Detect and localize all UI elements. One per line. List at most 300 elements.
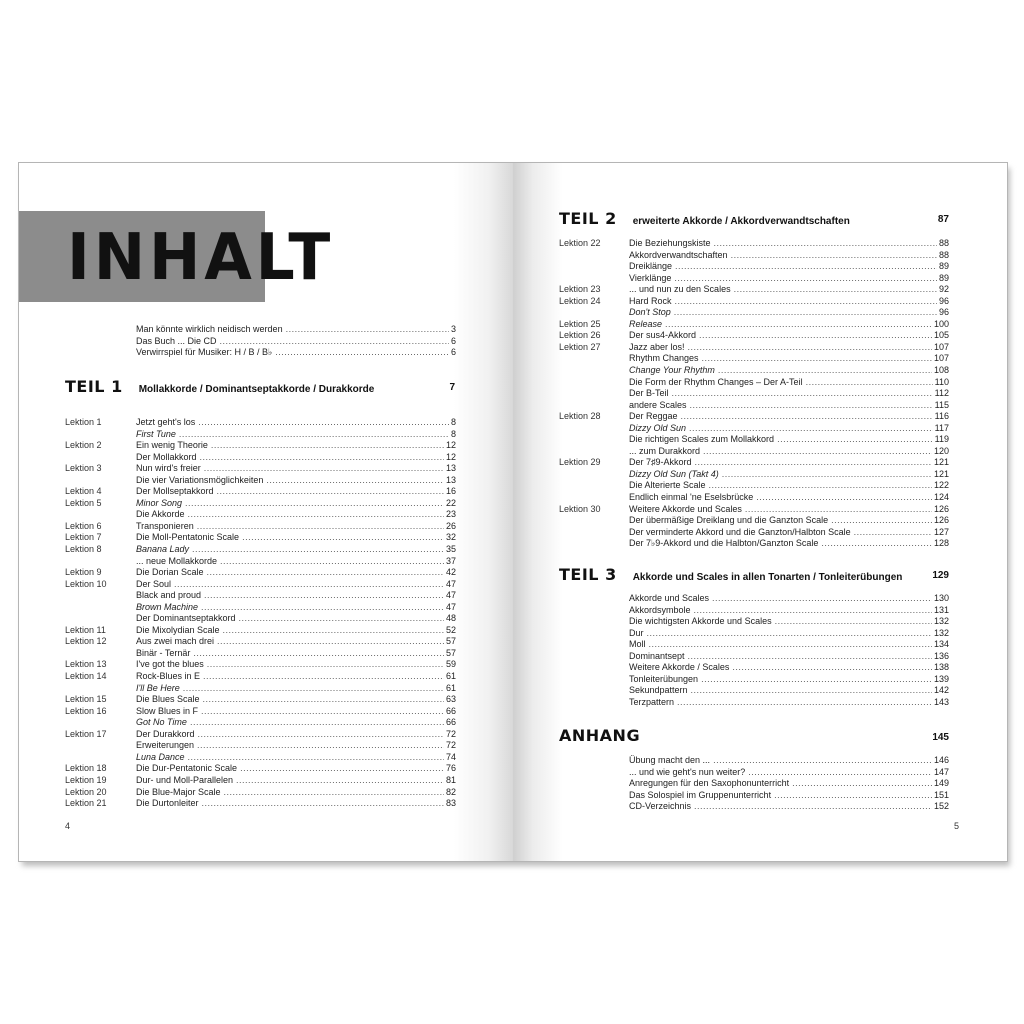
entry-title: Der B-Teil [629, 388, 669, 399]
entry-title: andere Scales [629, 399, 687, 410]
toc-entry [629, 767, 949, 779]
lektion-label: Lektion 15 [65, 694, 107, 705]
toc-entry [65, 752, 456, 764]
entry-page-number: 22 [445, 497, 456, 508]
entry-page-number: 132 [933, 627, 949, 638]
entry-page-number: 134 [933, 639, 949, 650]
toc-entry [559, 446, 949, 458]
entry-page-number: 131 [933, 604, 949, 615]
dot-leader [732, 662, 932, 674]
toc-entry [65, 452, 456, 464]
entry-title: Die Beziehungskiste [629, 238, 711, 248]
dot-leader [672, 388, 933, 400]
entry-page-number: 32 [445, 532, 456, 543]
entry-title: Sekundpattern [629, 685, 688, 696]
entry-title: ... neue Mollakkorde [136, 555, 218, 566]
dot-leader [198, 729, 444, 741]
toc-entry [559, 261, 949, 273]
entry-line [629, 674, 949, 686]
entry-page-number: 23 [445, 509, 456, 520]
toc-entry [629, 662, 949, 674]
entry-title: Verwirrspiel für Musiker: H / B / B♭ [136, 347, 273, 358]
teil2-list [559, 238, 949, 550]
dot-leader [854, 527, 932, 539]
entry-line [136, 463, 456, 475]
lektion-label: Lektion 20 [65, 786, 107, 797]
toc-entry [629, 593, 949, 605]
entry-page-number: 72 [445, 728, 456, 739]
dot-leader [192, 544, 444, 556]
entry-title: Die Dur-Pentatonic Scale [136, 763, 238, 774]
dot-leader [217, 486, 444, 498]
dot-leader [674, 307, 937, 319]
entry-page-number: 127 [933, 526, 949, 537]
toc-entry [65, 671, 456, 683]
lektion-label: Lektion 22 [559, 238, 601, 248]
dot-leader [806, 377, 933, 389]
entry-title: Jazz aber los! [629, 341, 685, 352]
entry-page-number: 42 [445, 567, 456, 578]
toc-entry [629, 651, 949, 663]
toc-entry [65, 521, 456, 533]
entry-page-number: 116 [934, 411, 949, 422]
entry-page-number: 12 [445, 440, 456, 451]
entry-title: Got No Time [136, 717, 187, 728]
entry-line [629, 639, 949, 651]
dot-leader [224, 787, 444, 799]
lektion-label: Lektion 23 [559, 284, 601, 295]
toc-entry [629, 685, 949, 697]
lektion-label: Lektion 24 [559, 295, 601, 306]
entry-title: Akkordsymbole [629, 604, 691, 615]
entry-title: I've got the blues [136, 659, 204, 670]
entry-title: Die Alterierte Scale [629, 480, 706, 491]
dot-leader [223, 625, 444, 637]
entry-line [136, 798, 456, 810]
entry-page-number: 47 [445, 601, 456, 612]
lektion-label: Lektion 19 [65, 774, 107, 785]
teil1-heading [65, 377, 374, 396]
entry-line [629, 330, 949, 342]
entry-title: ... und wie geht's nun weiter? [629, 766, 746, 777]
entry-page-number: 37 [445, 555, 456, 566]
entry-page-number: 126 [933, 503, 949, 514]
dot-leader [211, 440, 444, 452]
entry-title: I'll Be Here [136, 682, 180, 693]
entry-page-number: 107 [933, 353, 949, 364]
dot-leader [174, 579, 444, 591]
toc-entry [559, 307, 949, 319]
toc-entry [65, 579, 456, 591]
lektion-label: Lektion 29 [559, 457, 601, 468]
entry-line [629, 400, 949, 412]
open-book [18, 162, 1008, 862]
entry-title: Der Mollakkord [136, 451, 197, 462]
entry-line [629, 593, 949, 605]
toc-entry [65, 683, 456, 695]
entry-line [136, 429, 456, 441]
entry-page-number: 35 [445, 544, 456, 555]
entry-page-number: 89 [938, 261, 949, 272]
dot-leader [713, 755, 932, 767]
dot-leader [745, 504, 932, 516]
dot-leader [699, 330, 932, 342]
dot-leader [681, 411, 933, 423]
entry-title: Die Blues Scale [136, 694, 200, 705]
dot-leader [220, 336, 449, 348]
entry-title: Rhythm Changes [629, 353, 699, 364]
entry-title: Akkordverwandtschaften [629, 249, 728, 260]
dot-leader [731, 250, 937, 262]
entry-line [629, 261, 949, 273]
entry-line [136, 556, 456, 568]
entry-title: Die Form der Rhythm Changes – Der A-Teil [629, 376, 803, 387]
toc-entry [65, 648, 456, 660]
dot-leader [722, 469, 932, 481]
entry-page-number: 117 [934, 422, 949, 433]
entry-title: Ein wenig Theorie [136, 440, 208, 451]
teil1-page: 7 [449, 382, 455, 393]
dot-leader [675, 296, 937, 308]
entry-line [629, 504, 949, 516]
entry-title: Black and proud [136, 590, 202, 601]
entry-title: Der Durakkord [136, 728, 195, 739]
entry-line [136, 521, 456, 533]
lektion-label: Lektion 25 [559, 318, 601, 329]
entry-page-number: 59 [445, 659, 456, 670]
dot-leader [694, 801, 932, 813]
entry-title: Change Your Rhythm [629, 365, 715, 376]
entry-line [136, 567, 456, 579]
entry-title: Erweiterungen [136, 740, 195, 751]
entry-title: Die wichtigsten Akkorde und Scales [629, 616, 772, 627]
entry-page-number: 83 [445, 798, 456, 809]
entry-page-number: 124 [933, 492, 949, 503]
entry-line [629, 492, 949, 504]
entry-title: Hard Rock [629, 295, 672, 306]
toc-entry [629, 755, 949, 767]
entry-page-number: 74 [445, 751, 456, 762]
entry-title: Der Soul [136, 578, 172, 589]
entry-page-number: 152 [933, 801, 949, 812]
entry-title: Tonleiterübungen [629, 673, 699, 684]
entry-page-number: 88 [938, 249, 949, 260]
entry-page-number: 63 [445, 694, 456, 705]
dot-leader [236, 775, 444, 787]
entry-line [629, 480, 949, 492]
entry-line [629, 685, 949, 697]
anhang-heading [559, 726, 640, 745]
entry-page-number: 61 [445, 671, 456, 682]
lektion-label: Lektion 8 [65, 544, 102, 555]
dot-leader [688, 342, 932, 354]
teil2-label: TEIL 2 [559, 209, 617, 228]
toc-entry [629, 605, 949, 617]
toc-entry [629, 778, 949, 790]
entry-line [136, 347, 456, 359]
entry-line [629, 616, 949, 628]
entry-title: Rock-Blues in E [136, 671, 201, 682]
toc-entry [136, 347, 456, 359]
teil1-title: Mollakkorde / Dominantseptakkorde / Durakkorde [138, 384, 375, 395]
toc-entry [65, 429, 456, 441]
entry-page-number: 112 [934, 388, 949, 399]
entry-page-number: 6 [450, 335, 456, 346]
toc-entry [559, 296, 949, 308]
entry-title: Dreiklänge [629, 261, 673, 272]
entry-line [629, 697, 949, 709]
entry-page-number: 3 [450, 324, 456, 334]
toc-entry [136, 324, 456, 336]
entry-title: Die Dorian Scale [136, 567, 204, 578]
toc-entry [559, 423, 949, 435]
entry-title: Minor Song [136, 497, 183, 508]
entry-line [136, 659, 456, 671]
dot-leader [239, 613, 444, 625]
toc-entry [559, 342, 949, 354]
toc-entry [559, 492, 949, 504]
toc-entry [65, 590, 456, 602]
dot-leader [202, 798, 444, 810]
dot-leader [220, 556, 444, 568]
entry-line [629, 423, 949, 435]
toc-entry [629, 628, 949, 640]
lektion-label: Lektion 17 [65, 728, 107, 739]
entry-line [629, 778, 949, 790]
entry-page-number: 151 [933, 789, 949, 800]
entry-line [136, 671, 456, 683]
toc-entry [629, 790, 949, 802]
entry-line [136, 452, 456, 464]
toc-entry [65, 498, 456, 510]
entry-page-number: 8 [450, 417, 456, 427]
entry-line [136, 729, 456, 741]
entry-line [136, 706, 456, 718]
entry-line [629, 365, 949, 377]
entry-page-number: 57 [445, 647, 456, 658]
entry-line [629, 353, 949, 365]
lektion-label: Lektion 7 [65, 532, 102, 543]
entry-page-number: 88 [938, 238, 949, 248]
entry-title: Der sus4-Akkord [629, 330, 697, 341]
toc-entry [65, 463, 456, 475]
anhang-list [629, 755, 949, 813]
entry-page-number: 110 [934, 376, 949, 387]
toc-entry [629, 801, 949, 813]
dot-leader [695, 457, 932, 469]
toc-entry [559, 319, 949, 331]
toc-entry [629, 616, 949, 628]
lektion-label: Lektion 3 [65, 463, 102, 474]
lektion-label: Lektion 5 [65, 497, 102, 508]
entry-line [629, 273, 949, 285]
entry-title: Akkorde und Scales [629, 593, 710, 603]
page-title: INHALT [67, 221, 335, 295]
entry-page-number: 108 [933, 365, 949, 376]
toc-entry [559, 411, 949, 423]
dot-leader [694, 605, 932, 617]
lektion-label: Lektion 10 [65, 578, 107, 589]
toc-entry [559, 480, 949, 492]
entry-title: Anregungen für den Saxophonunterricht [629, 778, 790, 789]
entry-page-number: 146 [933, 755, 949, 765]
entry-line [136, 579, 456, 591]
toc-entry [65, 636, 456, 648]
entry-title: Binär - Ternär [136, 647, 191, 658]
lektion-label: Lektion 13 [65, 659, 107, 670]
entry-line [629, 790, 949, 802]
entry-page-number: 12 [445, 451, 456, 462]
dot-leader [712, 593, 932, 605]
page-number-right: 5 [953, 821, 959, 831]
entry-line [136, 486, 456, 498]
toc-entry [559, 238, 949, 250]
entry-page-number: 120 [933, 445, 949, 456]
entry-title: Die vier Variationsmöglichkeiten [136, 474, 264, 485]
toc-entry [559, 527, 949, 539]
entry-line [629, 605, 949, 617]
lektion-label: Lektion 28 [559, 411, 601, 422]
dot-leader [197, 740, 444, 752]
entry-page-number: 139 [933, 673, 949, 684]
toc-entry [559, 434, 949, 446]
teil3-label: TEIL 3 [559, 565, 617, 584]
entry-page-number: 82 [445, 786, 456, 797]
entry-page-number: 57 [445, 636, 456, 647]
entry-title: Don't Stop [629, 307, 671, 318]
toc-entry [559, 504, 949, 516]
entry-page-number: 26 [445, 520, 456, 531]
entry-title: Moll [629, 639, 646, 650]
dot-leader [709, 480, 932, 492]
entry-line [629, 446, 949, 458]
dot-leader [198, 417, 449, 429]
page-number-left: 4 [65, 821, 71, 831]
entry-line [136, 602, 456, 614]
anhang-label: ANHANG [559, 726, 641, 745]
entry-page-number: 142 [933, 685, 949, 696]
dot-leader [688, 651, 932, 663]
entry-page-number: 149 [933, 778, 949, 789]
entry-line [136, 717, 456, 729]
toc-entry [559, 400, 949, 412]
entry-page-number: 8 [450, 428, 456, 439]
dot-leader [774, 790, 932, 802]
entry-page-number: 92 [938, 284, 949, 295]
entry-line [136, 475, 456, 487]
entry-page-number: 119 [934, 434, 949, 445]
entry-line [629, 319, 949, 331]
entry-page-number: 47 [445, 590, 456, 601]
entry-line [629, 411, 949, 423]
entry-title: Übung macht den ... [629, 755, 711, 765]
dot-leader [702, 353, 932, 365]
lektion-label: Lektion 2 [65, 440, 102, 451]
entry-title: Weitere Akkorde / Scales [629, 662, 730, 673]
entry-page-number: 47 [445, 578, 456, 589]
dot-leader [197, 521, 444, 533]
teil3-list [629, 593, 949, 708]
teil2-heading [559, 209, 850, 228]
entry-line [136, 417, 456, 429]
dot-leader [674, 273, 937, 285]
intro-list [136, 324, 456, 359]
entry-page-number: 138 [933, 662, 949, 673]
entry-title: Dizzy Old Sun (Takt 4) [629, 468, 719, 479]
dot-leader [701, 674, 932, 686]
dot-leader [188, 752, 444, 764]
entry-title: Nun wird's freier [136, 463, 201, 474]
entry-title: Slow Blues in F [136, 705, 199, 716]
entry-line [136, 544, 456, 556]
lektion-label: Lektion 1 [65, 417, 102, 427]
entry-title: Die Akkorde [136, 509, 185, 520]
lektion-label: Lektion 27 [559, 341, 601, 352]
lektion-label: Lektion 16 [65, 705, 107, 716]
toc-entry [559, 284, 949, 296]
entry-title: Brown Machine [136, 601, 199, 612]
entry-line [136, 775, 456, 787]
entry-title: Der Reggae [629, 411, 678, 422]
entry-line [629, 238, 949, 250]
entry-line [629, 250, 949, 262]
entry-title: First Tune [136, 428, 176, 439]
entry-page-number: 105 [933, 330, 949, 341]
entry-page-number: 100 [933, 318, 949, 329]
dot-leader [203, 694, 444, 706]
toc-entry [629, 639, 949, 651]
lektion-label: Lektion 6 [65, 520, 102, 531]
entry-line [629, 527, 949, 539]
entry-title: Der 7♭9-Akkord und die Halbton/Ganzton Scale [629, 538, 819, 549]
entry-line [629, 469, 949, 481]
entry-line [629, 628, 949, 640]
entry-line [629, 755, 949, 767]
dot-leader [647, 628, 932, 640]
toc-entry [65, 659, 456, 671]
right-page [513, 163, 1007, 861]
entry-page-number: 13 [445, 463, 456, 474]
teil1-list [65, 417, 456, 810]
toc-entry [65, 440, 456, 452]
entry-title: Der übermäßige Dreiklang und die Ganzton Scale [629, 515, 829, 526]
dot-leader [179, 429, 449, 441]
entry-title: Vierklänge [629, 272, 672, 283]
entry-title: Der Dominantseptakkord [136, 613, 236, 624]
entry-line [136, 636, 456, 648]
dot-leader [689, 423, 933, 435]
toc-entry [559, 515, 949, 527]
dot-leader [286, 324, 449, 336]
lektion-label: Lektion 26 [559, 330, 601, 341]
toc-entry [65, 729, 456, 741]
entry-page-number: 76 [445, 763, 456, 774]
entry-title: Luna Dance [136, 751, 185, 762]
entry-line [629, 284, 949, 296]
dot-leader [217, 636, 444, 648]
dot-leader [677, 697, 932, 709]
dot-leader [275, 347, 449, 359]
entry-title: Die richtigen Scales zum Mollakkord [629, 434, 775, 445]
entry-title: Dur- und Moll-Parallelen [136, 774, 234, 785]
lektion-label: Lektion 4 [65, 486, 102, 497]
entry-title: Dizzy Old Sun [629, 422, 687, 433]
dot-leader [193, 648, 444, 660]
entry-page-number: 115 [934, 399, 949, 410]
toc-entry [65, 509, 456, 521]
entry-title: Die Blue-Major Scale [136, 786, 221, 797]
entry-line [136, 440, 456, 452]
